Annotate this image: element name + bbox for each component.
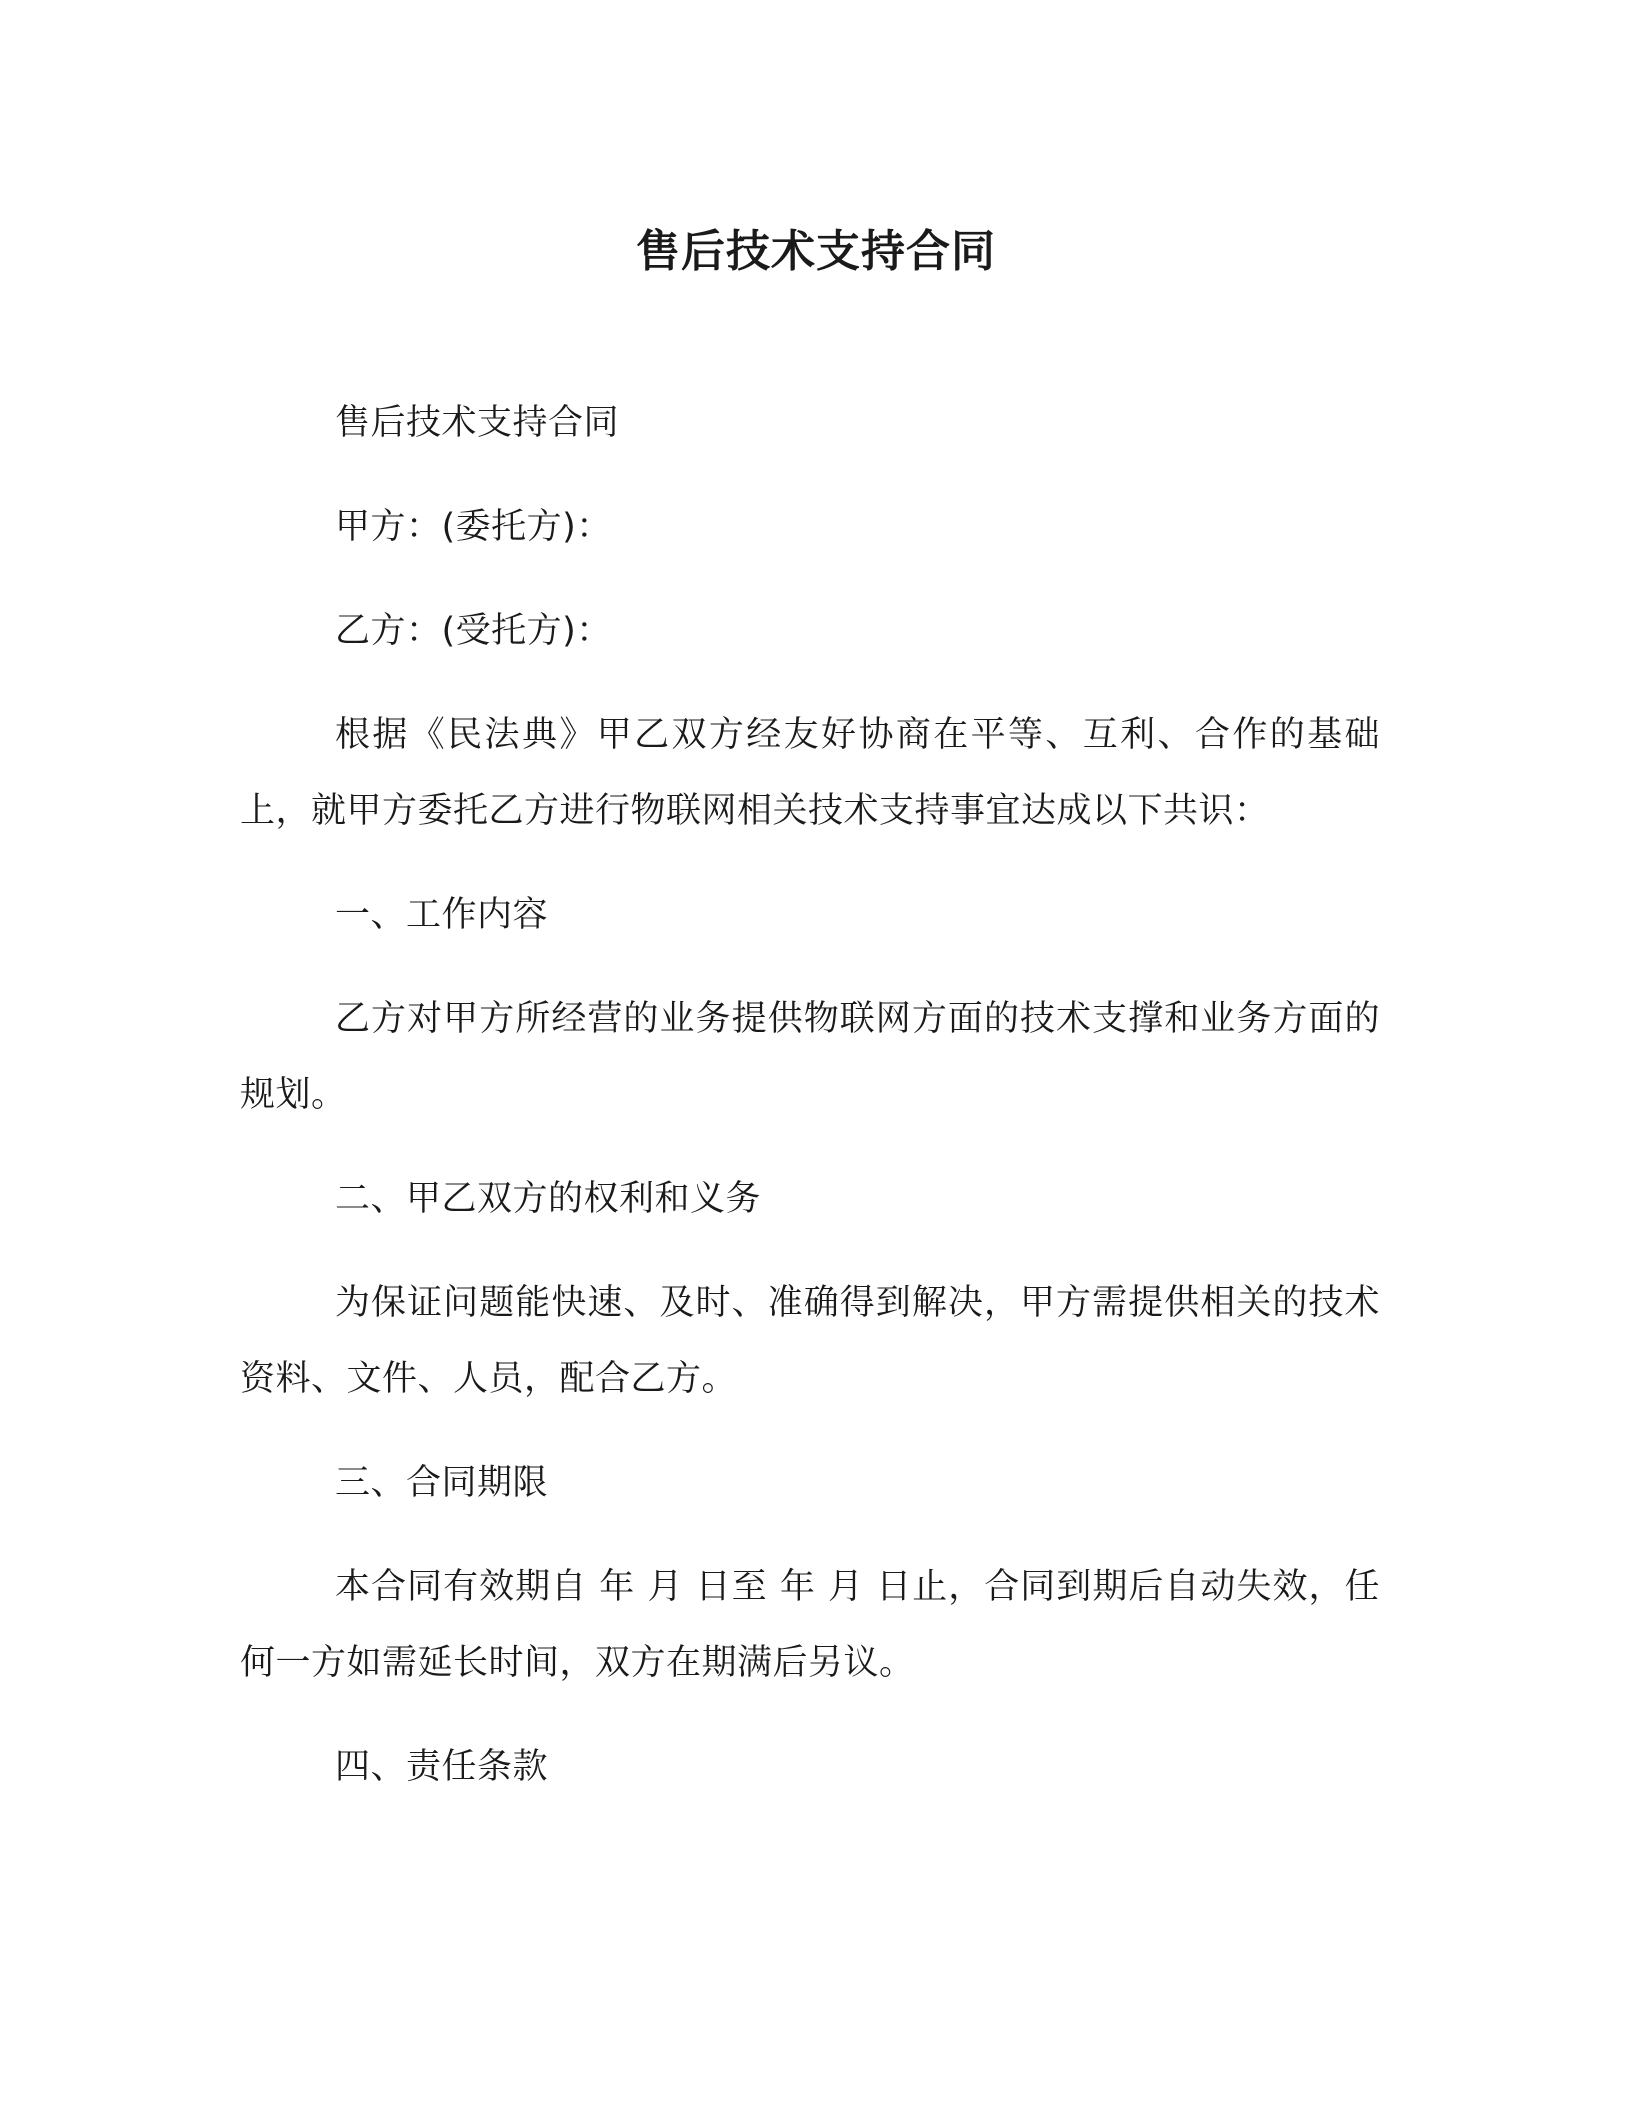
paragraph-subtitle: 售后技术支持合同 [335,403,620,443]
section-heading-2: 二、甲乙双方的权利和义务 [335,1179,762,1219]
document-title: 售后技术支持合同 [636,226,996,277]
paragraph-section-3: 本合同有效期自 年 月 日至 年 月 日止，合同到期后自动失效，任何一方如需延长时间，双方在期满后另议。 [240,1567,1380,1683]
section-heading-4: 四、责任条款 [335,1747,549,1787]
paragraph-section-2: 为保证问题能快速、及时、准确得到解决，甲方需提供相关的技术资料、文件、人员，配合乙方。 [240,1283,1380,1399]
paragraph-section-1: 乙方对甲方所经营的业务提供物联网方面的技术支撑和业务方面的规划。 [240,999,1380,1115]
document-body [240,385,1380,1833]
paragraph-preamble: 根据《民法典》甲乙双方经友好协商在平等、互利、合作的基础上，就甲方委托乙方进行物联网相关技术支持事宜达成以下共识： [240,715,1380,831]
section-heading-1: 一、工作内容 [335,895,549,935]
section-heading-3: 三、合同期限 [335,1463,549,1503]
paragraph-party-b: 乙方：(受托方)： [335,611,612,651]
paragraph-party-a: 甲方：(委托方)： [335,507,612,547]
